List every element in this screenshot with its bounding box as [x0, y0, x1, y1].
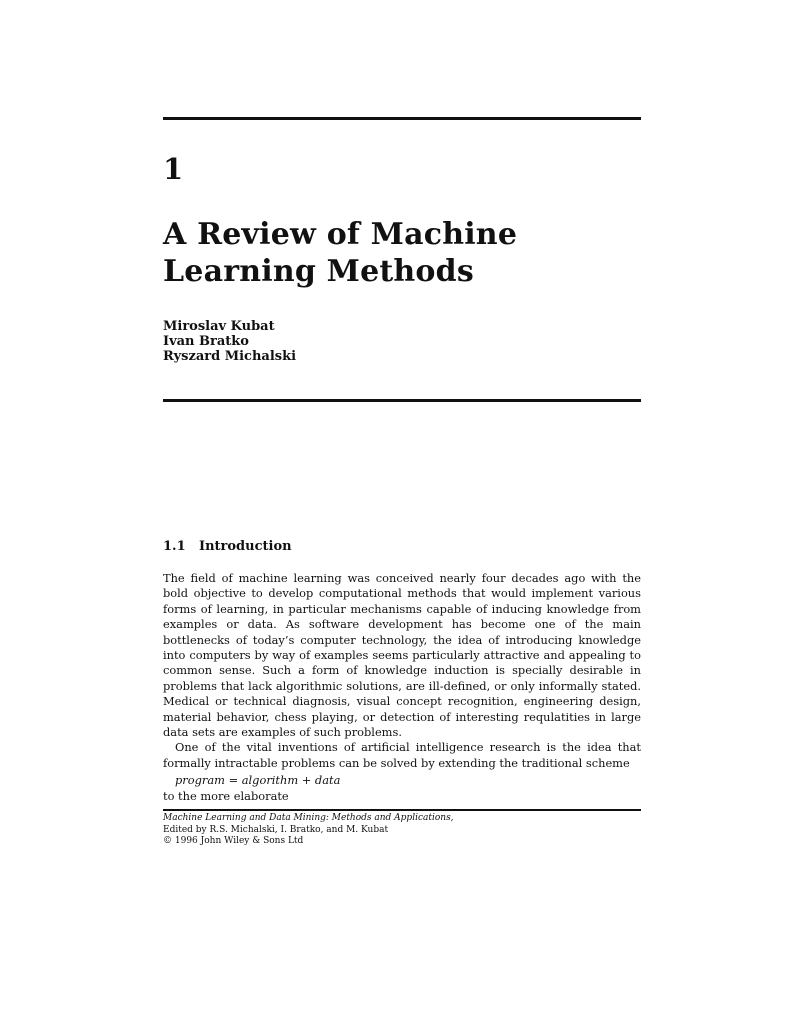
copyright-line: © 1996 John Wiley & Sons Ltd — [163, 836, 304, 846]
footnote-rule — [163, 809, 641, 811]
formula-lhs: program — [175, 773, 225, 788]
formula — [175, 773, 641, 788]
section-title: Introduction — [199, 539, 292, 554]
chapter-number: 1 — [163, 152, 184, 186]
author-name: Ryszard Michalski — [163, 349, 297, 364]
formula-plus: + — [301, 773, 312, 788]
author-name: Miroslav Kubat — [163, 319, 275, 334]
author-name: Ivan Bratko — [163, 334, 249, 349]
paragraph: One of the vital inventions of artificial intelligence research is the idea that formally intractable problems can be solved by extending the traditional scheme — [163, 740, 641, 770]
paragraph-continuation: to the more elaborate — [163, 788, 289, 803]
chapter-title-line-1: A Review of Machine — [163, 217, 518, 252]
chapter-title — [163, 216, 641, 290]
copyright-footnote — [163, 813, 641, 848]
author-list — [163, 319, 296, 364]
paragraph: The field of machine learning was conceived nearly four decades ago with the bold objective to develop computational methods that would implement various forms of learning, in particular mechanisms capable of inducing knowledge from examples or data. As software development has become one of the main bottlenecks of today’s computer technology, the idea of introducing knowledge into computers by way of examples seems particularly attractive and appealing to common sense. Such a form of knowledge induction is specially desirable in problems that lack algorithmic solutions, are ill-defined, or only informally stated. Medical or technical diagnosis, visual concept recognition, engineering design, material behavior, chess playing, or detection of interesting requlatities in large data sets are examples of such problems. — [163, 571, 641, 740]
chapter-title-line-2: Learning Methods — [163, 254, 474, 289]
formula-term: data — [314, 773, 341, 788]
book-title: Machine Learning and Data Mining: Methods and Applications, — [163, 813, 454, 823]
section-heading — [163, 539, 292, 555]
editors-line: Edited by R.S. Michalski, I. Bratko, and M. Kubat — [163, 824, 389, 835]
top-rule — [163, 117, 641, 120]
section-number: 1.1 — [163, 539, 186, 554]
body-text — [163, 571, 641, 804]
document-page — [163, 0, 641, 1023]
formula-term: algorithm — [241, 773, 299, 788]
formula-equals: = — [228, 773, 239, 788]
title-block-rule — [163, 399, 641, 402]
